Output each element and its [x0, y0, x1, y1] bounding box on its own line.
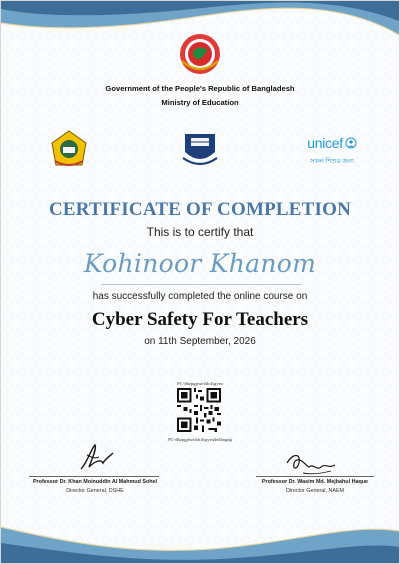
signature-line-right: [256, 476, 374, 477]
signature-dshe: [77, 439, 117, 475]
recipient-underline: [101, 284, 301, 285]
unicef-wordmark: unicef: [307, 135, 343, 151]
signature-line-left: [29, 476, 159, 477]
dshe-emblem-icon: [49, 129, 89, 169]
government-emblem-icon: [179, 33, 221, 75]
ministry-name: Ministry of Education: [161, 98, 239, 107]
completion-date: on 11th September, 2026: [144, 336, 256, 347]
recipient-name: Kohinoor Khanom: [83, 249, 317, 278]
unicef-logo: [297, 135, 367, 167]
naem-emblem-icon: [181, 128, 219, 168]
signatory-title-naem: Director General, NAEM: [285, 488, 345, 494]
signatory-name-naem: Professor Dr. Wasim Md. Mejbahul Haque: [261, 479, 369, 485]
bottom-wave-decoration: [1, 483, 399, 563]
government-name: Government of the People's Republic of Bangladesh: [105, 84, 295, 93]
certify-text: This is to certify that: [146, 225, 254, 239]
unicef-tagline: সকল শিশুর জন্য: [310, 158, 354, 165]
unicef-globe-icon: [345, 137, 357, 149]
signatory-name-dshe: Professor Dr. Khan Moinuddin Al Mahmud Sohel: [32, 479, 158, 485]
signatory-title-dshe: Director General, DSHE: [66, 488, 124, 494]
certificate-title: CERTIFICATE OF COMPLETION: [48, 199, 352, 220]
verification-code-bottom: PC-dbzpgjiwe4dc4sgvea4ed4ngdg: [168, 437, 232, 442]
completion-text: has successfully completed the online course on: [92, 291, 308, 302]
qr-code[interactable]: [177, 388, 221, 432]
course-name: Cyber Safety For Teachers: [91, 309, 309, 330]
verification-code-top: PC-dbzpgjiwe4dc4sgvea: [177, 381, 223, 386]
